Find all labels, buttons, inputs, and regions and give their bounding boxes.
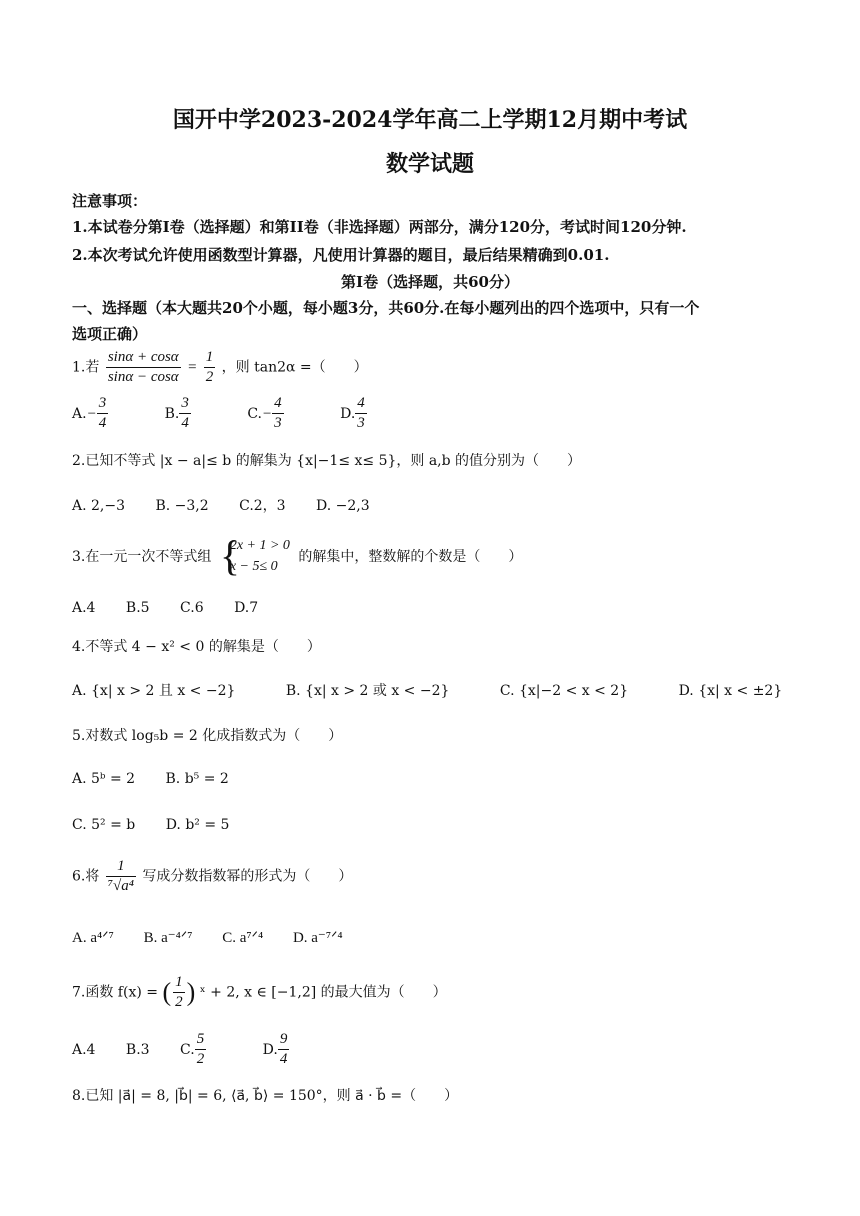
q6-suffix: 写成分数指数幂的形式为（ ） [142, 868, 353, 885]
notes-item-1: 1.本试卷分第I卷（选择题）和第II卷（非选择题）两部分，满分120分，考试时间120分钟. [72, 218, 687, 236]
q6-option-b: B. a⁻⁴ᐟ⁷ [143, 930, 193, 946]
q4-option-c: C. {x|−2 < x < 2} [499, 683, 629, 699]
q1-c-label: C. [247, 405, 263, 422]
q1-d-den: 3 [357, 415, 365, 431]
q1-suffix: ，则 tan2α =（ ） [221, 359, 368, 376]
q1-c-num: 4 [272, 394, 284, 414]
q2-option-d: D. −2,3 [316, 498, 370, 514]
exam-title: 国开中学2023-2024学年高二上学期12月期中考试 [172, 107, 688, 133]
q2-options [72, 495, 792, 515]
q6-fraction [106, 857, 136, 896]
q7-prefix: 7.函数 f(x) = [72, 984, 158, 1001]
q4-option-b: B. {x| x > 2 或 x < −2} [285, 683, 450, 699]
q7-option-a: A.4 [72, 1041, 96, 1058]
q7-option-d [263, 1030, 316, 1069]
q2-option-b: B. −3,2 [155, 498, 209, 514]
q1-rhs-fraction [204, 348, 216, 387]
question-6 [72, 857, 792, 896]
q6-denominator: ⁷√a⁴ [107, 878, 134, 894]
q7-base-num: 1 [173, 973, 185, 993]
notes-item-2: 2.本次考试允许使用函数型计算器，凡使用计算器的题目，最后结果精确到0.01. [72, 246, 610, 264]
q1-c-den: 3 [274, 415, 282, 431]
q1-prefix: 1.若 [72, 359, 100, 376]
q1-rhs-num: 1 [204, 348, 216, 368]
exam-subtitle: 数学试题 [385, 151, 474, 177]
q7-option-b: B.3 [125, 1041, 150, 1058]
q3-brace: { [219, 534, 240, 580]
q3-row-1: 2x + 1 > 0 [229, 538, 290, 553]
q1-b-den: 4 [181, 415, 189, 431]
q2-option-c: C.2，3 [239, 498, 286, 514]
q7-base-fraction [173, 973, 185, 1012]
q1-denominator: sinα − cosα [107, 369, 179, 385]
q7-c-num: 5 [195, 1030, 207, 1050]
question-4: 4.不等式 4 − x² < 0 的解集是（ ） [72, 639, 321, 655]
q1-options [72, 394, 792, 433]
q5-option-a: A. 5ᵇ = 2 [72, 771, 136, 787]
q1-option-c: C.− $\frac{4}{3}$ [247, 395, 282, 431]
q1-a-den: 4 [98, 415, 107, 431]
q3-suffix: 的解集中，整数解的个数是（ ） [298, 549, 523, 565]
q7-d-num: 9 [278, 1030, 290, 1050]
q3-inequality-system [219, 534, 290, 580]
q1-b-label: B. [164, 405, 180, 422]
section-title: 第Ⅰ卷（选择题，共60分） [341, 273, 519, 291]
q3-option-a: A.4 [72, 600, 96, 616]
q1-equals: = [187, 359, 198, 376]
q7-d-label: D. [262, 1041, 278, 1058]
q7-suffix: ˣ + 2, x ∈ [−1,2] 的最大值为（ ） [199, 984, 447, 1001]
q7-base-den: 2 [175, 994, 183, 1010]
q1-a-label: A. [72, 405, 87, 422]
q5-options-row-2 [72, 817, 792, 833]
q3-option-d: D.7 [234, 600, 259, 616]
q4-options [72, 680, 792, 700]
q5-options-row-1 [72, 771, 792, 787]
q1-option-d [340, 394, 393, 433]
question-8: 8.已知 |a⃗| = 8, |b⃗| = 6, ⟨a⃗, b⃗⟩ = 150°，则 a⃗ · b⃗ =（ ） [72, 1088, 459, 1104]
q4-option-a: A. {x| x > 2 且 x < −2} [72, 683, 236, 699]
q1-rhs-den: 2 [205, 369, 214, 385]
question-3 [72, 534, 792, 580]
q6-option-a: A. a⁴ᐟ⁷ [72, 930, 114, 946]
q6-option-c: C. a⁷ᐟ⁴ [222, 930, 264, 946]
q7-d-den: 4 [279, 1051, 288, 1067]
q3-option-c: C.6 [180, 600, 204, 616]
question-7: 7.函数 f(x) = ( $\frac{1}{2}$ ) ˣ + 2, x ∈ [−1,2] 的最大值为（ ） [72, 974, 447, 1010]
q1-a-num: 3 [97, 394, 109, 414]
q7-options [72, 1030, 792, 1069]
q1-b-num: 3 [179, 394, 191, 414]
q5-option-d: D. b² = 5 [165, 817, 230, 833]
q1-option-b [165, 394, 217, 433]
q3-options [72, 600, 792, 616]
section-instruction-2: 选项正确） [72, 325, 148, 343]
q1-numerator: sinα + cosα [106, 348, 181, 368]
q1-d-label: D. [340, 405, 356, 422]
question-2: 2.已知不等式 |x − a|≤ b 的解集为 {x|−1≤ x≤ 5}，则 a,b 的值分别为（ ） [72, 453, 582, 469]
question-1 [72, 348, 792, 387]
notes-heading: 注意事项： [72, 192, 148, 210]
q7-c-den: 2 [196, 1051, 205, 1067]
q6-numerator: 1 [106, 857, 136, 877]
q5-option-c: C. 5² = b [72, 817, 136, 833]
q7-c-label: C. [180, 1041, 195, 1058]
q2-option-a: A. 2,−3 [72, 498, 126, 514]
q4-option-d: D. {x| x < ±2} [678, 683, 783, 699]
q1-option-a: A.− $\frac{3}{4}$ [72, 395, 107, 431]
q3-row-2: x − 5≤ 0 [229, 559, 278, 574]
q1-fraction [106, 348, 181, 387]
question-5: 5.对数式 log₅b = 2 化成指数式为（ ） [72, 728, 343, 744]
q3-option-b: B.5 [125, 600, 150, 616]
q6-options [72, 928, 792, 947]
q6-prefix: 6.将 [72, 868, 100, 885]
q5-option-b: B. b⁵ = 2 [165, 771, 229, 787]
q6-option-d: D. a⁻⁷ᐟ⁴ [292, 930, 343, 946]
q3-prefix: 3.在一元一次不等式组 [72, 549, 212, 565]
q1-d-num: 4 [355, 394, 367, 414]
q7-option-c [180, 1030, 232, 1069]
section-instruction-1: 一、选择题（本大题共20个小题，每小题3分，共60分.在每小题列出的四个选项中，只有一个 [72, 299, 700, 317]
